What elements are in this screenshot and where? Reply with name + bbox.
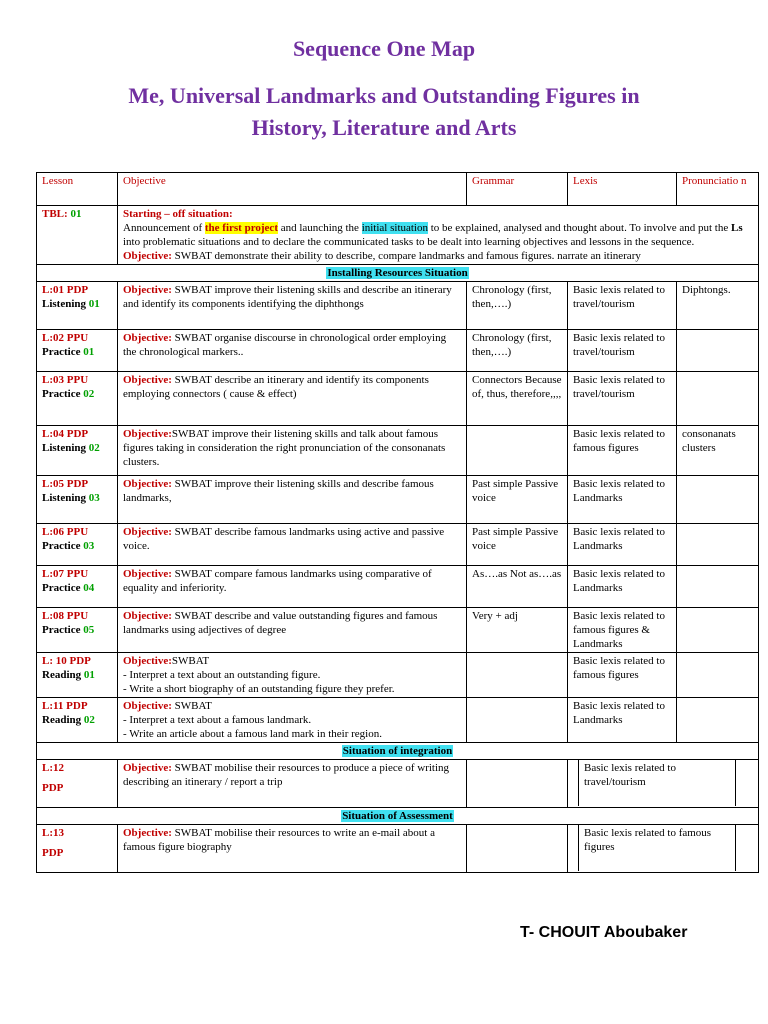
lesson-kind-label: Practice — [42, 388, 81, 400]
objective-head — [123, 654, 461, 668]
lesson-7-lesson — [37, 566, 118, 608]
header-objective: Objective — [118, 173, 467, 206]
pronunciation-cell: consonanats clusters — [677, 426, 759, 476]
page-subtitle — [0, 80, 768, 144]
lexis-cell — [568, 760, 759, 808]
lesson-number: 03 — [83, 540, 95, 552]
lesson-kind — [42, 623, 112, 637]
lexis-cell: Basic lexis related to famous figures & Landmarks — [568, 608, 677, 653]
objective-cell — [118, 372, 467, 426]
grammar-cell: As….as Not as….as — [467, 566, 568, 608]
tbl-label: TBL: — [42, 208, 68, 220]
objective-text: SWBAT improve their listening skills and talk about famous figures taking in consideration the right pronunciation of the consonanats clusters. — [123, 428, 446, 468]
pronunciation-cell — [677, 372, 759, 426]
objective-cell — [118, 566, 467, 608]
lexis-cell: Basic lexis related to Landmarks — [568, 476, 677, 524]
lesson-code: L:08 — [42, 610, 64, 622]
objective-text: SWBAT — [171, 700, 212, 712]
lesson-id — [42, 477, 112, 491]
lesson-kind-label: Practice — [42, 582, 81, 594]
lesson-row — [37, 372, 759, 426]
lexis-cell: Basic lexis related to travel/tourism — [568, 330, 677, 372]
objective-head — [123, 699, 461, 713]
subtitle-line-2: History, Literature and Arts — [251, 115, 517, 140]
lesson-row — [37, 608, 759, 653]
lesson-id — [42, 427, 112, 441]
lexis-cell — [568, 825, 759, 873]
tbl-objective-label: Objective: — [123, 250, 172, 262]
grammar-cell: Past simple Passive voice — [467, 476, 568, 524]
objective-label: Objective: — [123, 655, 172, 667]
lesson-5-lesson — [37, 476, 118, 524]
objective-cell — [118, 524, 467, 566]
pronunciation-cell — [677, 566, 759, 608]
tbl-lesson — [37, 206, 118, 265]
tbl-heading: Starting – off situation: — [123, 208, 233, 220]
lesson-6-lesson — [37, 524, 118, 566]
lesson-number: 01 — [83, 346, 95, 358]
author-name: T- CHOUIT Aboubaker — [520, 924, 688, 941]
lesson-code: L:12 — [42, 762, 64, 774]
pronunciation-cell — [677, 524, 759, 566]
objective-text: SWBAT mobilise their resources to write an e-mail about a famous figure biography — [123, 827, 435, 853]
lesson-row — [37, 476, 759, 524]
pronunciation-cell — [677, 653, 759, 698]
lesson-type: PDP — [69, 655, 91, 667]
objective-label: Objective: — [123, 568, 172, 580]
lexis-split — [568, 825, 758, 871]
lesson-type: PDP — [66, 284, 89, 296]
objective-cell — [118, 760, 467, 808]
objective-label: Objective: — [123, 332, 172, 344]
objective-label: Objective: — [123, 526, 172, 538]
lesson-code: L:13 — [42, 827, 64, 839]
pronunciation-cell — [677, 476, 759, 524]
lesson-type: PDP — [66, 478, 89, 490]
lesson-kind-label: Practice — [42, 346, 81, 358]
lesson-row — [37, 524, 759, 566]
lesson-kind-label: Listening — [42, 442, 87, 454]
lesson-id — [42, 654, 112, 668]
objective-text: SWBAT organise discourse in chronological order employing the chronological markers.. — [123, 332, 447, 358]
lesson-4-lesson — [37, 426, 118, 476]
lesson-row — [37, 282, 759, 330]
tbl-num: 01 — [70, 208, 82, 220]
lesson-type: PDP — [66, 700, 88, 712]
lesson-kind-label: Reading — [42, 669, 82, 681]
lesson-row — [37, 330, 759, 372]
objective-text: SWBAT improve their listening skills and describe famous landmarks, — [123, 478, 434, 504]
lesson-id — [42, 331, 112, 345]
situation-integration-row — [37, 743, 759, 760]
lesson-code: L:02 — [42, 332, 64, 344]
grammar-cell — [467, 825, 568, 873]
lesson-code: L:06 — [42, 526, 64, 538]
lexis-split — [568, 760, 758, 806]
sequence-table — [36, 172, 759, 873]
objective-text: SWBAT mobilise their resources to produce a piece of writing describing an itinerary / report a trip — [123, 762, 450, 788]
objective-cell — [118, 282, 467, 330]
objective-cell — [118, 608, 467, 653]
lesson-1-lesson — [37, 282, 118, 330]
situation-assessment: Situation of Assessment — [342, 810, 453, 822]
lesson-code: L:11 — [42, 700, 64, 712]
grammar-cell: Chronology (first, then,….) — [467, 282, 568, 330]
reading-row — [37, 698, 759, 743]
objective-line: - Interpret a text about a famous landmark. — [123, 714, 312, 726]
tbl-ls: Ls — [731, 222, 743, 234]
objective-line: - Write an article about a famous land mark in their region. — [123, 728, 382, 740]
lesson-kind-label: Listening — [42, 492, 87, 504]
objective-line: - Interpret a text about an outstanding figure. — [123, 669, 321, 681]
lesson-number: 03 — [88, 492, 100, 504]
lexis-cell: Basic lexis related to travel/tourism — [568, 282, 677, 330]
lesson-code: L:03 — [42, 374, 64, 386]
lesson-id — [42, 609, 112, 623]
lesson-code: L:01 — [42, 284, 64, 296]
lesson-id — [42, 567, 112, 581]
pronunciation-cell — [677, 330, 759, 372]
lesson-13-lesson — [37, 825, 118, 873]
lesson-id — [42, 699, 112, 713]
lesson-kind — [42, 713, 112, 727]
lesson-type: PPU — [66, 610, 89, 622]
lesson-kind-label: Listening — [42, 298, 87, 310]
situation-integration: Situation of integration — [342, 745, 453, 757]
objective-text: SWBAT — [171, 655, 210, 667]
grammar-cell — [467, 653, 568, 698]
objective-cell — [118, 653, 467, 698]
lexis-cell: Basic lexis related to famous figures — [568, 653, 677, 698]
reading-2-lesson — [37, 698, 118, 743]
grammar-cell — [467, 698, 568, 743]
lesson-code: L: 10 — [42, 655, 67, 667]
grammar-cell: Very + adj — [467, 608, 568, 653]
lesson-number: 02 — [88, 442, 100, 454]
header-lexis: Lexis — [568, 173, 677, 206]
grammar-cell: Past simple Passive voice — [467, 524, 568, 566]
lesson-row — [37, 426, 759, 476]
lexis-cell: Basic lexis related to famous figures — [568, 426, 677, 476]
lesson-8-lesson — [37, 608, 118, 653]
lesson-2-lesson — [37, 330, 118, 372]
objective-label: Objective: — [123, 284, 172, 296]
objective-label: Objective: — [123, 827, 172, 839]
lesson-kind — [42, 345, 112, 359]
header-pronunciation: Pronunciatio n — [677, 173, 759, 206]
objective-cell — [118, 426, 467, 476]
lesson-type: PDP — [66, 428, 89, 440]
lesson-number: 01 — [88, 298, 100, 310]
grammar-cell: Chronology (first, then,….) — [467, 330, 568, 372]
lesson-number: 05 — [83, 624, 95, 636]
lesson-kind — [42, 387, 112, 401]
initial-situation-highlight: initial situation — [361, 222, 428, 234]
grammar-cell: Connectors Because of, thus, therefore,,,, — [467, 372, 568, 426]
lexis-cell: Basic lexis related to Landmarks — [568, 698, 677, 743]
tbl-objective-text: SWBAT demonstrate their ability to describe, compare landmarks and famous figures. narrate an itinerary — [171, 250, 641, 262]
header-lesson: Lesson — [37, 173, 118, 206]
objective-line: - Write a short biography of an outstanding figure they prefer. — [123, 683, 395, 695]
objective-text: SWBAT improve their listening skills and describe an itinerary and identify its components identifying the diphthongs — [123, 284, 452, 310]
tbl-announcement — [123, 221, 753, 249]
first-project-highlight: the first project — [204, 222, 278, 234]
pronunciation-cell — [677, 608, 759, 653]
lesson-kind — [42, 581, 112, 595]
objective-cell — [118, 476, 467, 524]
grammar-cell — [467, 426, 568, 476]
objective-cell — [118, 330, 467, 372]
lesson-number: 04 — [83, 582, 95, 594]
header-grammar: Grammar — [467, 173, 568, 206]
lexis-text: Basic lexis related to famous figures — [578, 825, 736, 871]
reading-row — [37, 653, 759, 698]
objective-text: SWBAT describe an itinerary and identify its components employing connectors ( cause & effect) — [123, 374, 429, 400]
header-row — [37, 173, 759, 206]
objective-label: Objective: — [123, 762, 172, 774]
lesson-id — [42, 283, 112, 297]
lesson-kind — [42, 491, 112, 505]
lesson-type: PPU — [66, 374, 89, 386]
subtitle-line-1: Me, Universal Landmarks and Outstanding Figures in — [128, 83, 640, 108]
grammar-cell — [467, 760, 568, 808]
lesson-number: 01 — [83, 669, 95, 681]
lesson-id — [42, 373, 112, 387]
lesson-kind — [42, 539, 112, 553]
objective-text: SWBAT describe and value outstanding figures and famous landmarks using adjectives of degree — [123, 610, 438, 636]
lexis-cell: Basic lexis related to Landmarks — [568, 566, 677, 608]
pronunciation-cell — [677, 698, 759, 743]
lexis-cell: Basic lexis related to Landmarks — [568, 524, 677, 566]
lesson-type: PPU — [66, 332, 89, 344]
lesson-kind-label: Reading — [42, 714, 82, 726]
lesson-code: L:07 — [42, 568, 64, 580]
objective-cell — [118, 825, 467, 873]
tbl-text-d: into problematic situations and to declare the communicated tasks to be dealt into learning objectives and lessons in the sequence. — [123, 236, 695, 248]
lesson-type: PPU — [66, 526, 89, 538]
lesson-code: L:04 — [42, 428, 64, 440]
lesson-number: 02 — [83, 714, 95, 726]
reading-1-lesson — [37, 653, 118, 698]
situation-installing-row — [37, 265, 759, 282]
lesson-number: 02 — [83, 388, 95, 400]
tbl-text-a: Announcement of — [123, 222, 205, 234]
tbl-description — [118, 206, 759, 265]
situation-assessment-row — [37, 808, 759, 825]
page-title: Sequence One Map — [292, 36, 476, 61]
lesson-3-lesson — [37, 372, 118, 426]
situation-installing: Installing Resources Situation — [327, 267, 468, 279]
tbl-text-c: to be explained, analysed and thought about. To involve and put the — [428, 222, 731, 234]
lesson-12-row — [37, 760, 759, 808]
lexis-text: Basic lexis related to travel/tourism — [578, 760, 736, 806]
tbl-text-b: and launching the — [277, 222, 362, 234]
tbl-objective — [123, 249, 753, 263]
lesson-kind-label: Practice — [42, 624, 81, 636]
lesson-kind — [42, 441, 112, 455]
lesson-type: PDP — [42, 782, 64, 794]
tbl-row — [37, 206, 759, 265]
objective-label: Objective: — [123, 610, 172, 622]
objective-label: Objective: — [123, 428, 172, 440]
pronunciation-cell: Diphtongs. — [677, 282, 759, 330]
objective-text: SWBAT compare famous landmarks using comparative of equality and inferiority. — [123, 568, 432, 594]
lexis-cell: Basic lexis related to travel/tourism — [568, 372, 677, 426]
objective-label: Objective: — [123, 374, 172, 386]
objective-cell — [118, 698, 467, 743]
lesson-kind — [42, 668, 112, 682]
lesson-kind — [42, 297, 112, 311]
lesson-13-row — [37, 825, 759, 873]
lesson-type: PDP — [42, 847, 64, 859]
objective-text: SWBAT describe famous landmarks using active and passive voice. — [123, 526, 445, 552]
lesson-kind-label: Practice — [42, 540, 81, 552]
objective-label: Objective: — [123, 478, 172, 490]
lesson-id — [42, 525, 112, 539]
lesson-type: PPU — [66, 568, 89, 580]
objective-label: Objective: — [123, 700, 172, 712]
lesson-12-lesson — [37, 760, 118, 808]
lesson-code: L:05 — [42, 478, 64, 490]
lesson-row — [37, 566, 759, 608]
